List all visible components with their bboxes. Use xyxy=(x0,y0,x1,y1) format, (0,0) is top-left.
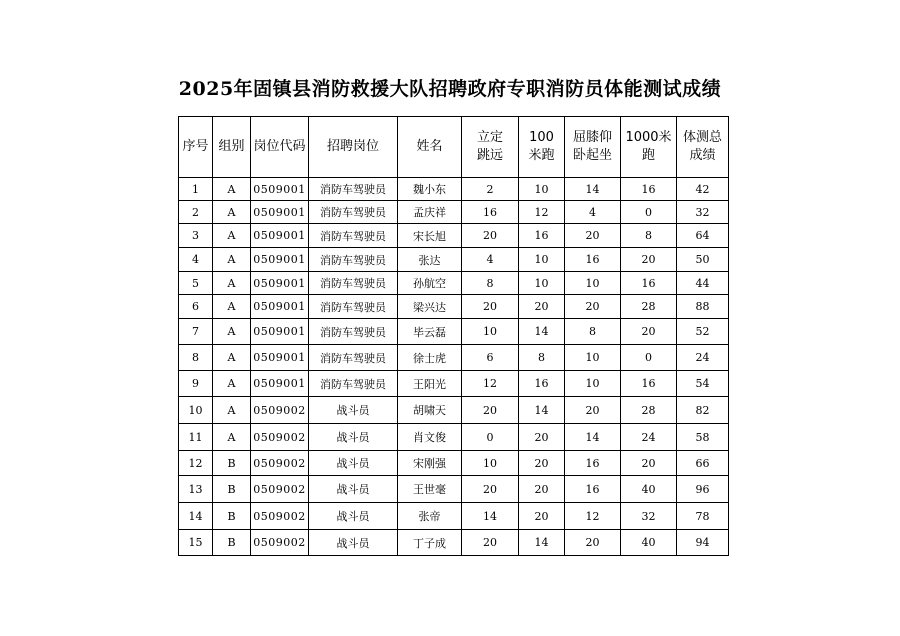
cell-position: 战斗员 xyxy=(309,530,398,556)
cell-index: 1 xyxy=(179,178,213,201)
cell-standing-jump: 12 xyxy=(462,371,519,397)
cell-name: 魏小东 xyxy=(398,178,462,201)
cell-name: 王阳光 xyxy=(398,371,462,397)
table-row xyxy=(179,201,729,224)
cell-total: 66 xyxy=(677,451,729,476)
header-line: 岗位代码 xyxy=(253,139,306,154)
cell-name: 宋长旭 xyxy=(398,224,462,248)
cell-name: 毕云磊 xyxy=(398,319,462,345)
cell-1000m: 0 xyxy=(621,201,677,224)
table-row xyxy=(179,224,729,248)
cell-position-code: 0509001 xyxy=(251,178,309,201)
table-row xyxy=(179,371,729,397)
cell-1000m: 16 xyxy=(621,178,677,201)
cell-group: B xyxy=(213,530,251,556)
header-name xyxy=(398,117,462,178)
header-100m xyxy=(519,117,565,178)
cell-1000m: 16 xyxy=(621,371,677,397)
table-body xyxy=(179,178,729,556)
table-row xyxy=(179,319,729,345)
cell-name: 孙航空 xyxy=(398,272,462,295)
cell-standing-jump: 4 xyxy=(462,248,519,272)
header-line: 姓名 xyxy=(416,139,443,154)
table-row xyxy=(179,503,729,530)
cell-1000m: 0 xyxy=(621,345,677,371)
cell-situps: 10 xyxy=(565,345,621,371)
cell-name: 梁兴达 xyxy=(398,295,462,319)
cell-total: 42 xyxy=(677,178,729,201)
cell-1000m: 20 xyxy=(621,319,677,345)
cell-standing-jump: 20 xyxy=(462,397,519,424)
cell-index: 5 xyxy=(179,272,213,295)
cell-situps: 8 xyxy=(565,319,621,345)
cell-standing-jump: 0 xyxy=(462,424,519,451)
cell-standing-jump: 20 xyxy=(462,295,519,319)
cell-position-code: 0509002 xyxy=(251,476,309,503)
cell-standing-jump: 16 xyxy=(462,201,519,224)
cell-1000m: 40 xyxy=(621,476,677,503)
cell-group: A xyxy=(213,397,251,424)
header-line: 组别 xyxy=(218,139,245,154)
cell-position: 战斗员 xyxy=(309,476,398,503)
cell-index: 15 xyxy=(179,530,213,556)
table-row xyxy=(179,451,729,476)
cell-position: 消防车驾驶员 xyxy=(309,319,398,345)
cell-index: 13 xyxy=(179,476,213,503)
cell-index: 10 xyxy=(179,397,213,424)
cell-1000m: 28 xyxy=(621,397,677,424)
cell-position-code: 0509001 xyxy=(251,371,309,397)
header-line: 米跑 xyxy=(528,148,555,163)
header-line: 100 xyxy=(529,130,554,145)
cell-index: 8 xyxy=(179,345,213,371)
cell-index: 11 xyxy=(179,424,213,451)
header-standing-jump xyxy=(462,117,519,178)
cell-position: 消防车驾驶员 xyxy=(309,248,398,272)
cell-group: B xyxy=(213,503,251,530)
cell-position-code: 0509001 xyxy=(251,319,309,345)
cell-standing-jump: 20 xyxy=(462,530,519,556)
header-group xyxy=(213,117,251,178)
document-title: 2025年固镇县消防救援大队招聘政府专职消防员体能测试成绩 xyxy=(178,78,722,100)
cell-1000m: 24 xyxy=(621,424,677,451)
header-line: 屈膝仰 xyxy=(572,130,612,145)
cell-position-code: 0509002 xyxy=(251,397,309,424)
cell-total: 94 xyxy=(677,530,729,556)
cell-position-code: 0509001 xyxy=(251,295,309,319)
cell-position-code: 0509002 xyxy=(251,451,309,476)
cell-situps: 4 xyxy=(565,201,621,224)
cell-standing-jump: 2 xyxy=(462,178,519,201)
cell-situps: 20 xyxy=(565,224,621,248)
cell-group: A xyxy=(213,319,251,345)
cell-index: 4 xyxy=(179,248,213,272)
cell-name: 丁子成 xyxy=(398,530,462,556)
cell-name: 孟庆祥 xyxy=(398,201,462,224)
table-row xyxy=(179,345,729,371)
cell-total: 24 xyxy=(677,345,729,371)
cell-position: 战斗员 xyxy=(309,424,398,451)
cell-index: 6 xyxy=(179,295,213,319)
cell-name: 张帝 xyxy=(398,503,462,530)
cell-1000m: 16 xyxy=(621,272,677,295)
cell-total: 96 xyxy=(677,476,729,503)
cell-situps: 12 xyxy=(565,503,621,530)
cell-100m: 20 xyxy=(519,476,565,503)
cell-100m: 20 xyxy=(519,295,565,319)
cell-name: 张达 xyxy=(398,248,462,272)
header-situps xyxy=(565,117,621,178)
cell-index: 12 xyxy=(179,451,213,476)
header-line: 招聘岗位 xyxy=(326,139,379,154)
cell-100m: 20 xyxy=(519,503,565,530)
table-row xyxy=(179,530,729,556)
header-line: 立定 xyxy=(476,130,503,145)
cell-situps: 20 xyxy=(565,397,621,424)
cell-position: 战斗员 xyxy=(309,451,398,476)
table-row xyxy=(179,248,729,272)
cell-1000m: 32 xyxy=(621,503,677,530)
cell-100m: 14 xyxy=(519,319,565,345)
cell-position: 战斗员 xyxy=(309,397,398,424)
cell-group: A xyxy=(213,345,251,371)
cell-100m: 14 xyxy=(519,530,565,556)
cell-position: 消防车驾驶员 xyxy=(309,345,398,371)
cell-name: 胡啸天 xyxy=(398,397,462,424)
cell-group: B xyxy=(213,476,251,503)
cell-1000m: 28 xyxy=(621,295,677,319)
cell-standing-jump: 8 xyxy=(462,272,519,295)
cell-group: A xyxy=(213,295,251,319)
cell-100m: 10 xyxy=(519,248,565,272)
table-row xyxy=(179,178,729,201)
header-line: 成绩 xyxy=(689,148,716,163)
cell-name: 徐士虎 xyxy=(398,345,462,371)
cell-position: 消防车驾驶员 xyxy=(309,224,398,248)
cell-position: 消防车驾驶员 xyxy=(309,295,398,319)
cell-total: 44 xyxy=(677,272,729,295)
cell-index: 2 xyxy=(179,201,213,224)
header-line: 跳远 xyxy=(476,148,503,163)
cell-situps: 14 xyxy=(565,424,621,451)
cell-total: 78 xyxy=(677,503,729,530)
cell-100m: 10 xyxy=(519,272,565,295)
cell-standing-jump: 20 xyxy=(462,224,519,248)
cell-group: A xyxy=(213,201,251,224)
cell-total: 58 xyxy=(677,424,729,451)
cell-group: B xyxy=(213,451,251,476)
cell-position-code: 0509001 xyxy=(251,345,309,371)
cell-group: A xyxy=(213,272,251,295)
cell-100m: 8 xyxy=(519,345,565,371)
cell-1000m: 40 xyxy=(621,530,677,556)
table-row xyxy=(179,295,729,319)
header-position-code xyxy=(251,117,309,178)
cell-situps: 14 xyxy=(565,178,621,201)
header-line: 1000米 xyxy=(625,130,672,145)
cell-position: 消防车驾驶员 xyxy=(309,371,398,397)
cell-position-code: 0509001 xyxy=(251,224,309,248)
cell-index: 7 xyxy=(179,319,213,345)
cell-total: 82 xyxy=(677,397,729,424)
table-row xyxy=(179,476,729,503)
cell-group: A xyxy=(213,224,251,248)
header-index xyxy=(179,117,213,178)
cell-group: A xyxy=(213,248,251,272)
cell-100m: 16 xyxy=(519,371,565,397)
cell-100m: 10 xyxy=(519,178,565,201)
cell-1000m: 8 xyxy=(621,224,677,248)
header-line: 体测总 xyxy=(682,130,722,145)
header-row xyxy=(179,117,729,178)
cell-group: A xyxy=(213,371,251,397)
cell-100m: 16 xyxy=(519,224,565,248)
cell-group: A xyxy=(213,424,251,451)
header-total xyxy=(677,117,729,178)
cell-situps: 10 xyxy=(565,272,621,295)
cell-100m: 20 xyxy=(519,424,565,451)
cell-situps: 16 xyxy=(565,248,621,272)
cell-index: 14 xyxy=(179,503,213,530)
cell-situps: 16 xyxy=(565,451,621,476)
table-row xyxy=(179,397,729,424)
cell-position-code: 0509002 xyxy=(251,530,309,556)
table-row xyxy=(179,424,729,451)
cell-position-code: 0509001 xyxy=(251,201,309,224)
cell-standing-jump: 20 xyxy=(462,476,519,503)
cell-total: 64 xyxy=(677,224,729,248)
cell-position: 消防车驾驶员 xyxy=(309,272,398,295)
cell-total: 88 xyxy=(677,295,729,319)
cell-total: 52 xyxy=(677,319,729,345)
header-1000m xyxy=(621,117,677,178)
cell-position-code: 0509001 xyxy=(251,272,309,295)
header-line: 序号 xyxy=(182,139,209,154)
cell-standing-jump: 10 xyxy=(462,451,519,476)
cell-index: 9 xyxy=(179,371,213,397)
cell-group: A xyxy=(213,178,251,201)
cell-1000m: 20 xyxy=(621,248,677,272)
cell-name: 宋刚强 xyxy=(398,451,462,476)
cell-100m: 20 xyxy=(519,451,565,476)
cell-index: 3 xyxy=(179,224,213,248)
cell-100m: 12 xyxy=(519,201,565,224)
cell-total: 50 xyxy=(677,248,729,272)
header-line: 卧起坐 xyxy=(572,148,612,163)
cell-position-code: 0509001 xyxy=(251,248,309,272)
cell-situps: 10 xyxy=(565,371,621,397)
cell-situps: 20 xyxy=(565,530,621,556)
cell-name: 王世毫 xyxy=(398,476,462,503)
table-row xyxy=(179,272,729,295)
cell-position-code: 0509002 xyxy=(251,503,309,530)
cell-name: 肖文俊 xyxy=(398,424,462,451)
cell-situps: 20 xyxy=(565,295,621,319)
cell-position-code: 0509002 xyxy=(251,424,309,451)
cell-total: 54 xyxy=(677,371,729,397)
cell-total: 32 xyxy=(677,201,729,224)
header-position xyxy=(309,117,398,178)
cell-standing-jump: 14 xyxy=(462,503,519,530)
cell-position: 消防车驾驶员 xyxy=(309,201,398,224)
cell-situps: 16 xyxy=(565,476,621,503)
score-table xyxy=(178,116,729,556)
cell-100m: 14 xyxy=(519,397,565,424)
cell-position: 消防车驾驶员 xyxy=(309,178,398,201)
cell-standing-jump: 10 xyxy=(462,319,519,345)
header-line: 跑 xyxy=(641,148,655,163)
cell-position: 战斗员 xyxy=(309,503,398,530)
cell-1000m: 20 xyxy=(621,451,677,476)
cell-standing-jump: 6 xyxy=(462,345,519,371)
